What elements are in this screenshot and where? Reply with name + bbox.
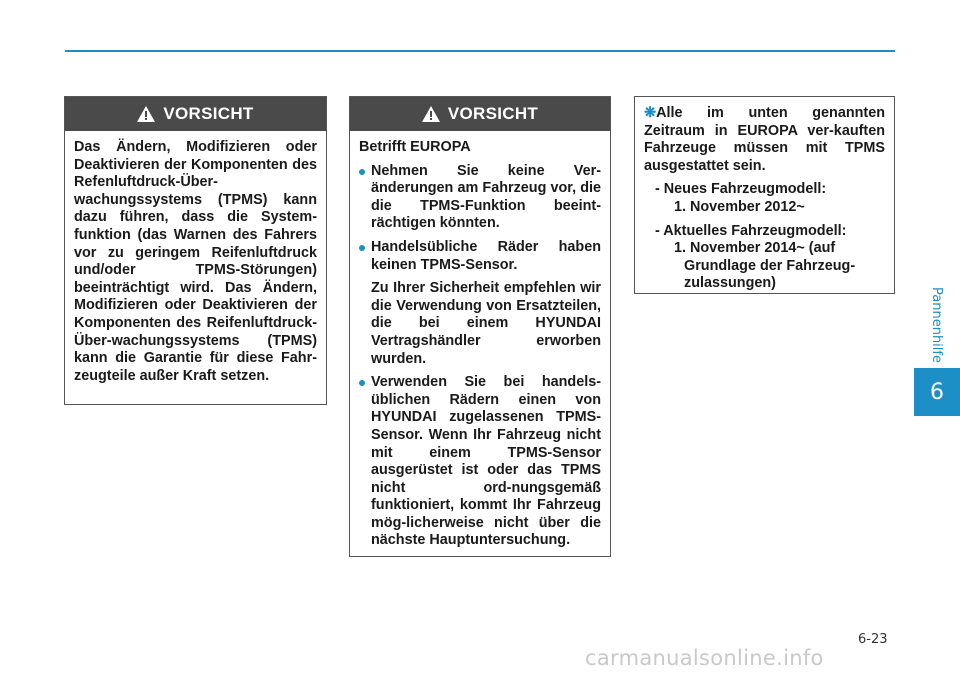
page-number: 6-23 <box>858 632 888 647</box>
caution-header <box>350 97 610 131</box>
caution-intro: Betrifft EUROPA <box>359 139 471 155</box>
note-item-label: - Aktuelles Fahrzeugmodell: <box>655 222 847 239</box>
warning-triangle-icon <box>422 106 440 122</box>
chapter-tab: 6 <box>914 368 960 416</box>
note-item-value: zulassungen) <box>684 275 776 292</box>
warning-triangle-icon <box>137 106 155 122</box>
note-box <box>634 96 895 294</box>
top-rule <box>65 50 895 52</box>
caution-title: VORSICHT <box>447 104 539 123</box>
bullet-item: Nehmen Sie keine Ver-änderungen am Fahrzeug vor, die die TPMS-Funktion beeint-rächtigen könnten. <box>359 163 601 233</box>
note-symbol-icon: ❋ <box>644 105 657 121</box>
note-body: Alle im unten genannten Zeitraum in EUROPA ver-kauften Fahrzeuge müssen mit TPMS ausgestattet sein. <box>644 105 885 174</box>
caution-title: VORSICHT <box>163 104 254 123</box>
note-text <box>644 105 885 175</box>
note-item-value: 1. November 2014~ (auf <box>674 240 836 257</box>
bullet-item: Verwenden Sie bei handels-üblichen Rädern einen von HYUNDAI zugelassenen TPMS-Sensor. Wenn Ihr Fahrzeug nicht mit einem TPMS-Sensor ausgerüstet ist oder das TPMS nicht ord-nungsgemäß funktioniert, kommt Ihr Fahrzeug mög-licherweise nicht über die nächste Hauptuntersuchung. <box>359 374 601 550</box>
watermark: carmanualsonline.info <box>585 646 824 670</box>
note-item-value: Grundlage der Fahrzeug- <box>684 257 856 274</box>
chapter-side-label: Pannenhilfe <box>929 287 944 363</box>
bullet-item: Handelsübliche Räder haben keinen TPMS-Sensor. <box>359 239 601 274</box>
caution-box-left <box>64 96 327 405</box>
bullet-paragraph: Zu Ihrer Sicherheit empfehlen wir die Verwendung von Ersatzteilen, die bei einem HYUNDAI Vertragshändler erworben wurden. <box>371 280 601 367</box>
note-item-label: - Neues Fahrzeugmodell: <box>655 181 827 198</box>
note-item-value: 1. November 2012~ <box>674 198 805 215</box>
caution-text: Das Ändern, Modifizieren oder Deaktivieren der Komponenten des Refenluftdruck-Über-wachungssystems (TPMS) kann dazu führen, dass die System-funktion (das Warnen des Fahrers vor zu geringem Reifenluftdruck und/oder TPMS-Störungen) beeinträchtigt wird. Das Ändern, Modifizieren oder Deaktivieren der Komponenten des Reifenluftdruck-Über-wachungssystems (TPMS) kann die Garantie für diese Fahr-zeugteile außer Kraft setzen. <box>74 139 317 384</box>
caution-box-middle <box>349 96 611 557</box>
caution-header <box>65 97 326 131</box>
